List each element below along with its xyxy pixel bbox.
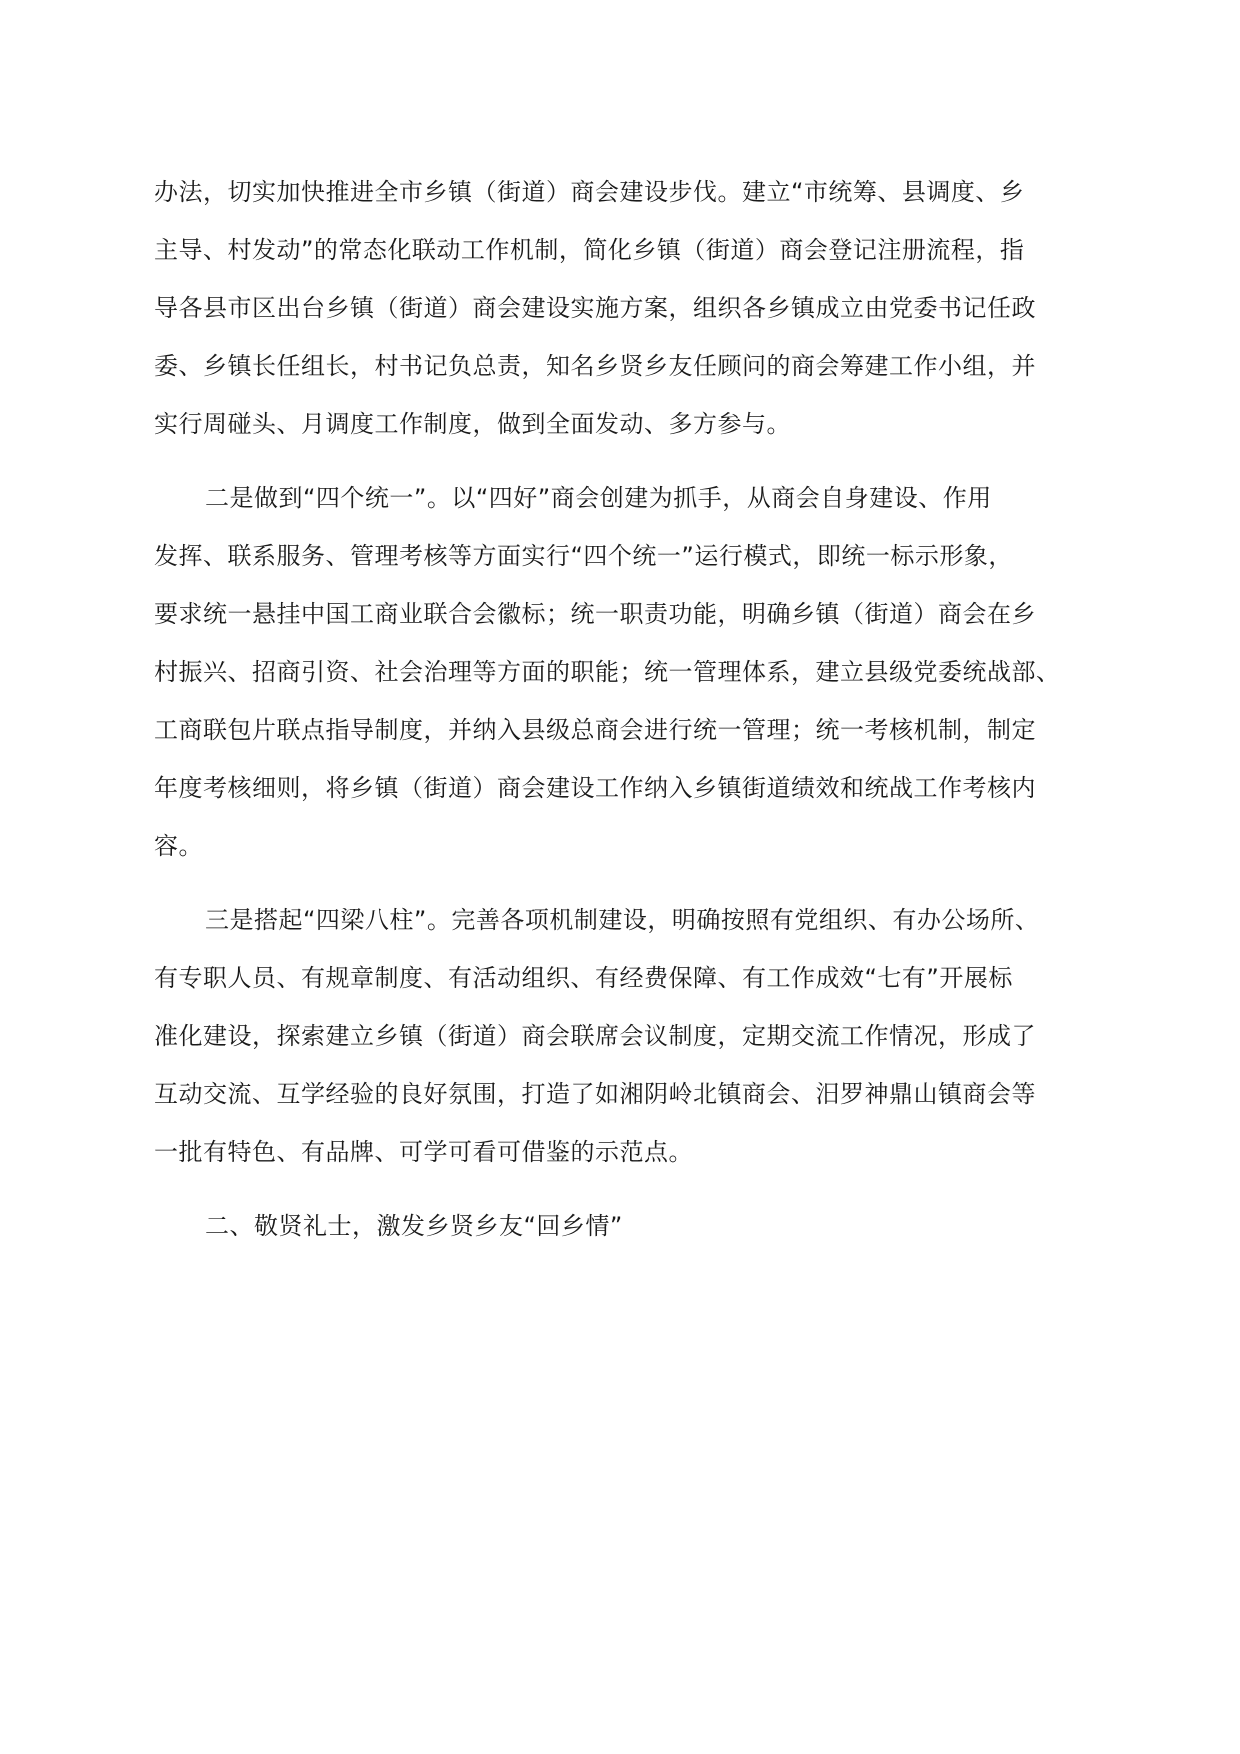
- paragraph-2-line-4: 村振兴、招商引资、社会治理等方面的职能；统一管理体系，建立县级党委统战部、: [154, 658, 1061, 686]
- paragraph-2-line-2: 发挥、联系服务、管理考核等方面实行“四个统一”运行模式，即统一标示形象，: [154, 542, 1013, 570]
- paragraph-1-line-5: 实行周碰头、月调度工作制度，做到全面发动、多方参与。: [154, 410, 791, 438]
- paragraph-2-line-6: 年度考核细则，将乡镇（街道）商会建设工作纳入乡镇街道绩效和统战工作考核内: [154, 774, 1036, 802]
- paragraph-1-line-3: 导各县市区出台乡镇（街道）商会建设实施方案，组织各乡镇成立由党委书记任政: [154, 294, 1036, 322]
- section-heading: 二、敬贤礼士，激发乡贤乡友“回乡情”: [205, 1212, 623, 1240]
- paragraph-3-line-5: 一批有特色、有品牌、可学可看可借鉴的示范点。: [154, 1138, 693, 1166]
- paragraph-1-line-1: 办法，切实加快推进全市乡镇（街道）商会建设步伐。建立“市统筹、县调度、乡: [154, 178, 1025, 206]
- paragraph-3-line-1: 三是搭起“四梁八柱”。完善各项机制建设，明确按照有党组织、有办公场所、: [205, 906, 1040, 934]
- paragraph-3-line-3: 准化建设，探索建立乡镇（街道）商会联席会议制度，定期交流工作情况，形成了: [154, 1022, 1036, 1050]
- paragraph-3-line-4: 互动交流、互学经验的良好氛围，打造了如湘阴岭北镇商会、汨罗神鼎山镇商会等: [154, 1080, 1036, 1108]
- paragraph-2-line-5: 工商联包片联点指导制度，并纳入县级总商会进行统一管理；统一考核机制，制定: [154, 716, 1036, 744]
- paragraph-2-line-1: 二是做到“四个统一”。以“四好”商会创建为抓手，从商会自身建设、作用: [205, 484, 992, 512]
- paragraph-1-line-2: 主导、村发动”的常态化联动工作机制，简化乡镇（街道）商会登记注册流程，指: [154, 236, 1025, 264]
- paragraph-2-line-3: 要求统一悬挂中国工商业联合会徽标；统一职责功能，明确乡镇（街道）商会在乡: [154, 600, 1036, 628]
- paragraph-2-line-7: 容。: [154, 832, 203, 860]
- paragraph-1-line-4: 委、乡镇长任组长，村书记负总责，知名乡贤乡友任顾问的商会筹建工作小组，并: [154, 352, 1036, 380]
- paragraph-3-line-2: 有专职人员、有规章制度、有活动组织、有经费保障、有工作成效“七有”开展标: [154, 964, 1013, 992]
